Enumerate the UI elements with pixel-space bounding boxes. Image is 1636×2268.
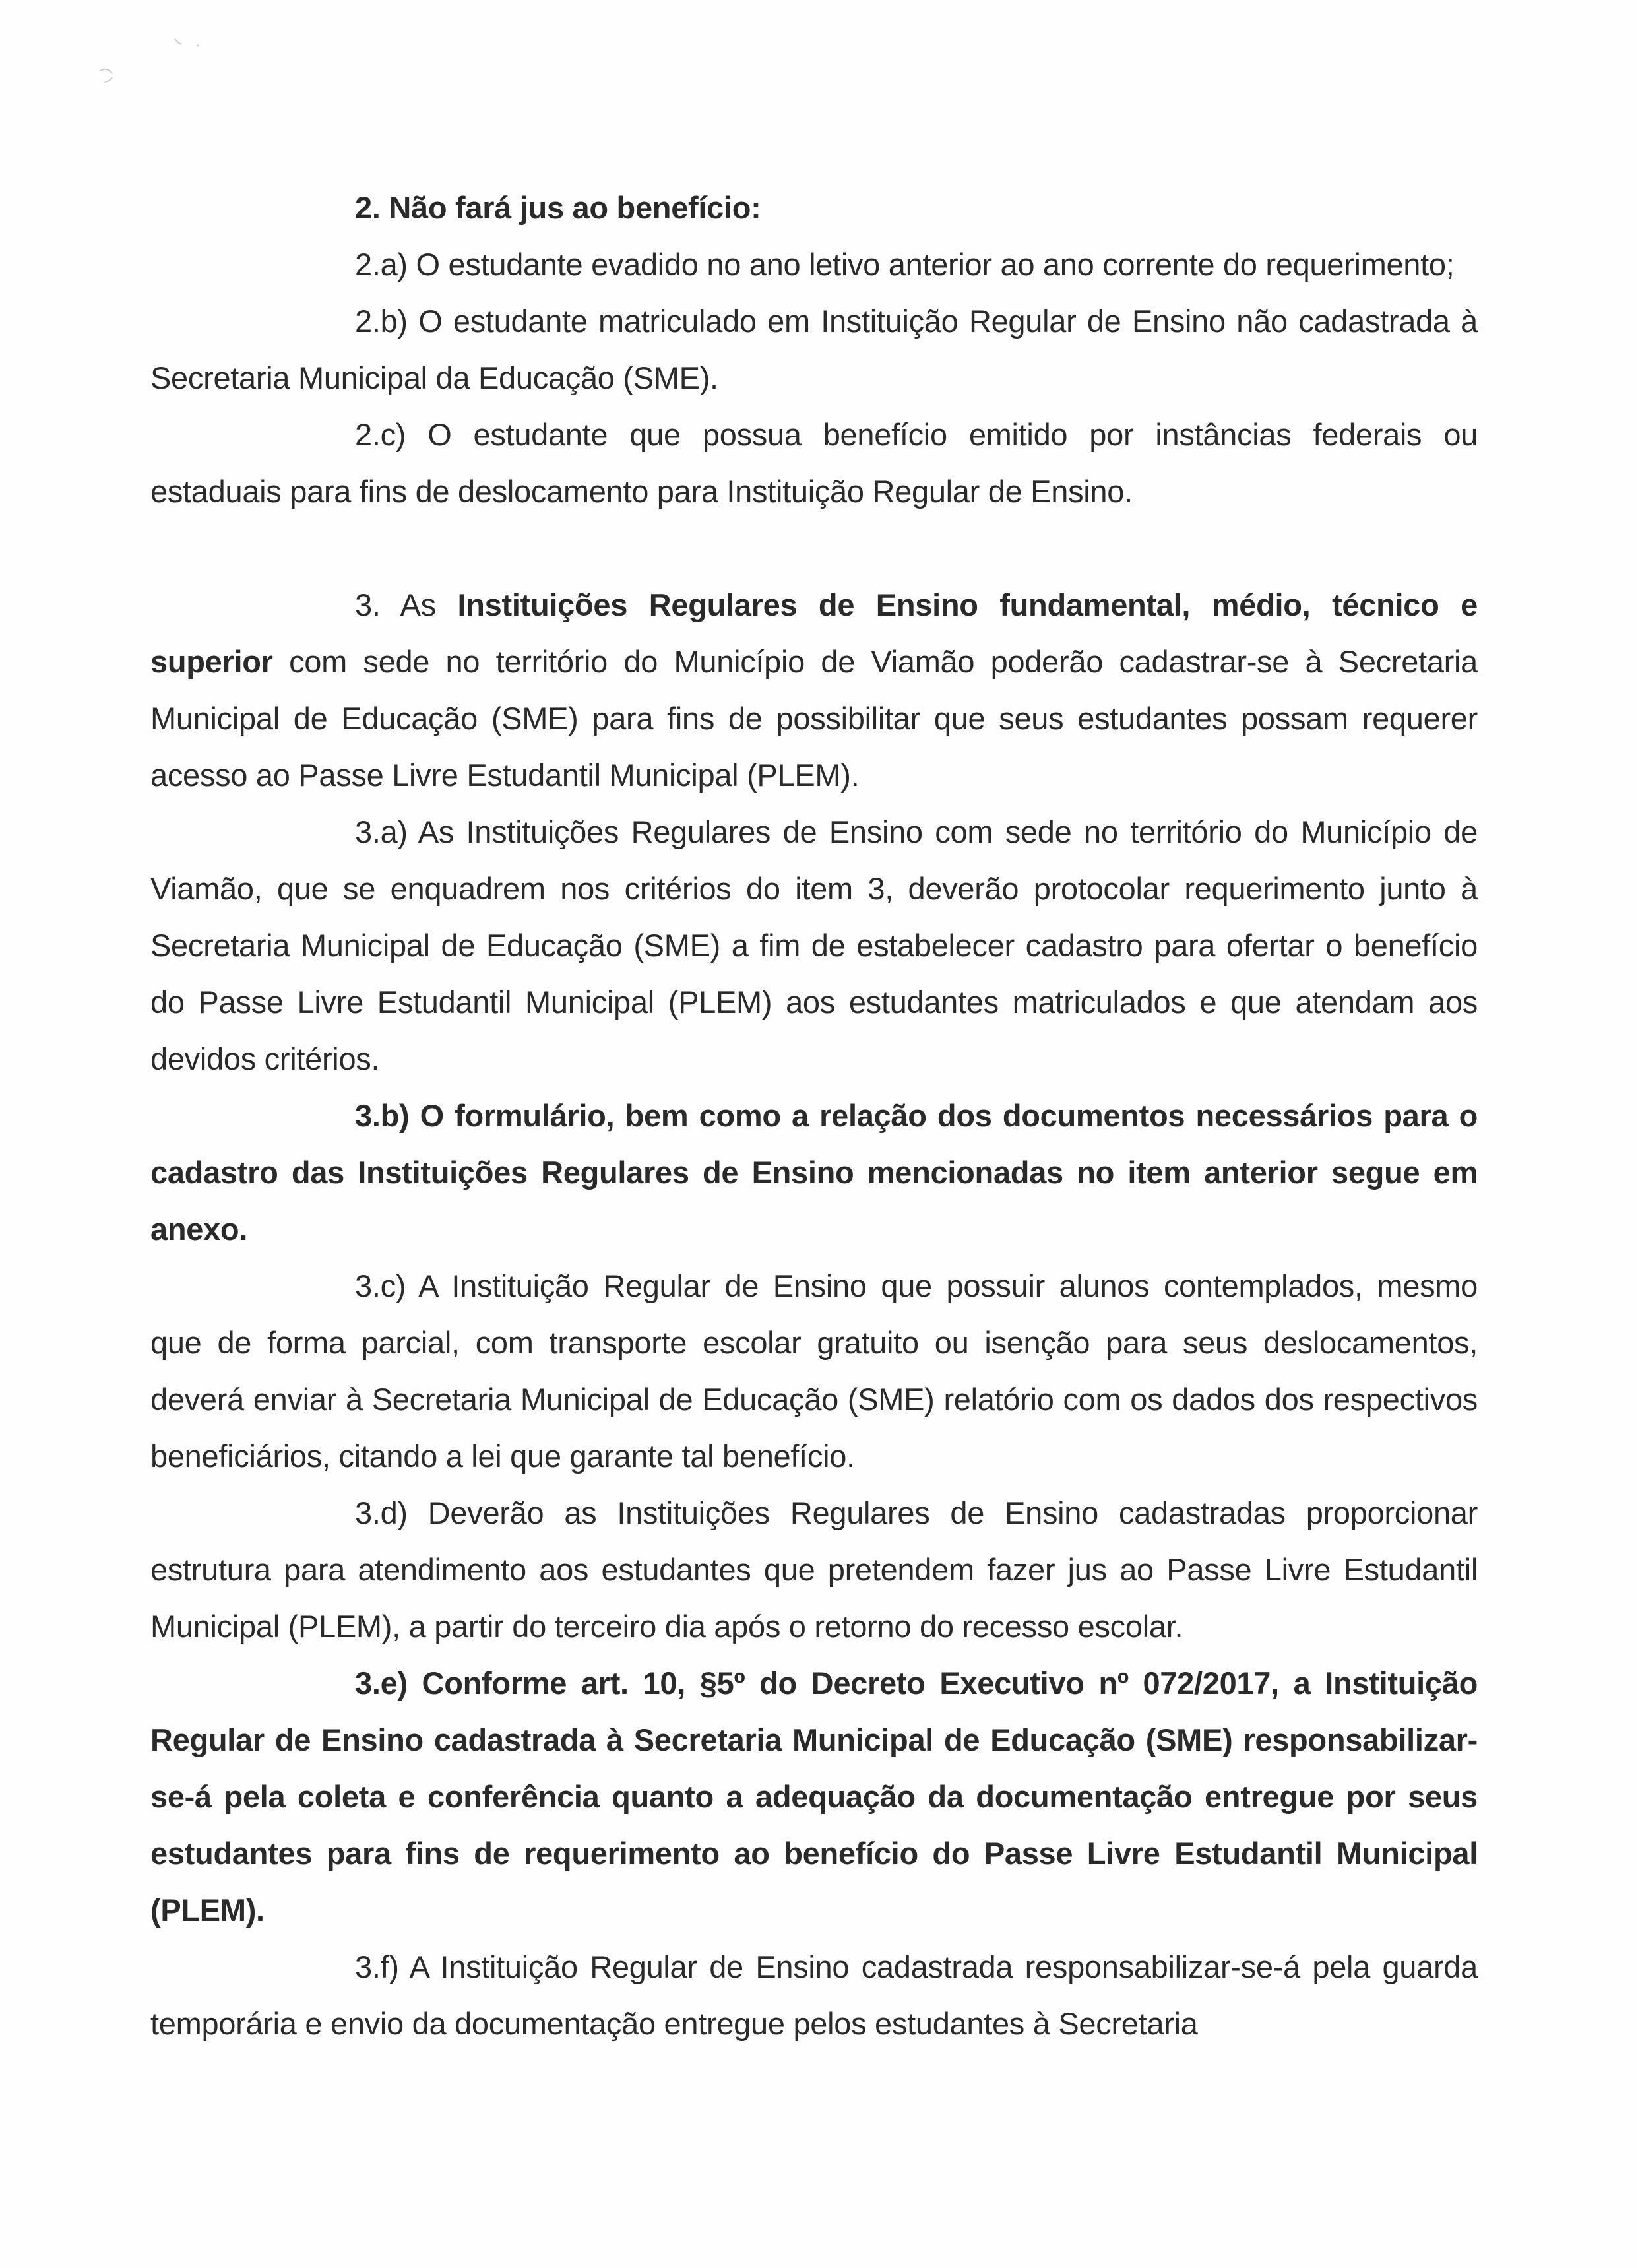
section-2-heading: 2. Não fará jus ao benefício: [355, 190, 761, 225]
item-2b: 2.b) O estudante matriculado em Instituição Regular de Ensino não cadastrada à Secretaria Municipal da Educação (SME). [150, 304, 1478, 395]
section-3-text: com sede no território do Município de Viamão poderão cadastrar-se à Secretaria Municipal de Educação (SME) para fins de possibilitar que seus estudantes possam requerer acesso ao Passe Livre Estudantil Municipal (PLEM). [150, 644, 1478, 793]
item-3b: 3.b) O formulário, bem como a relação dos documentos necessários para o cadastro das Instituições Regulares de Ensino mencionadas no item anterior segue em anexo. [150, 1098, 1478, 1247]
item-3a: 3.a) As Instituições Regulares de Ensino com sede no território do Município de Viamão, que se enquadrem nos critérios do item 3, deverão protocolar requerimento junto à Secretaria Municipal de Educação (SME) a fim de estabelecer cadastro para ofertar o benefício do Passe Livre Estudantil Municipal (PLEM) aos estudantes matriculados e que atendam aos devidos critérios. [150, 814, 1478, 1076]
item-2c: 2.c) O estudante que possua benefício emitido por instâncias federais ou estaduais para fins de deslocamento para Instituição Regular de Ensino. [150, 417, 1478, 509]
scan-marks [86, 36, 218, 109]
item-3f: 3.f) A Instituição Regular de Ensino cadastrada responsabilizar-se-á pela guarda temporária e envio da documentação entregue pelos estudantes à Secretaria [150, 1949, 1478, 2041]
item-3e: 3.e) Conforme art. 10, §5º do Decreto Executivo nº 072/2017, a Instituição Regular de Ensino cadastrada à Secretaria Municipal de Educação (SME) responsabilizar-se-á pela coleta e conferência quanto a adequação da documentação entregue por seus estudantes para fins de requerimento ao benefício do Passe Livre Estudantil Municipal (PLEM). [150, 1666, 1478, 1928]
item-2a: 2.a) O estudante evadido no ano letivo anterior ao ano corrente do requerimento; [355, 247, 1455, 282]
document-body [150, 179, 1478, 2052]
section-3-bold-text: Instituições Regulares de Ensino fundamental, médio, técnico e superior [150, 587, 1478, 679]
section-3-paragraph [150, 577, 1478, 804]
item-3c: 3.c) A Instituição Regular de Ensino que possuir alunos contemplados, mesmo que de forma parcial, com transporte escolar gratuito ou isenção para seus deslocamentos, deverá enviar à Secretaria Municipal de Educação (SME) relatório com os dados dos respectivos beneficiários, citando a lei que garante tal benefício. [150, 1268, 1478, 1474]
item-3d: 3.d) Deverão as Instituições Regulares de Ensino cadastradas proporcionar estrutura para atendimento aos estudantes que pretendem fazer jus ao Passe Livre Estudantil Municipal (PLEM), a partir do terceiro dia após o retorno do recesso escolar. [150, 1495, 1478, 1644]
section-3-number: 3. As [355, 587, 458, 622]
